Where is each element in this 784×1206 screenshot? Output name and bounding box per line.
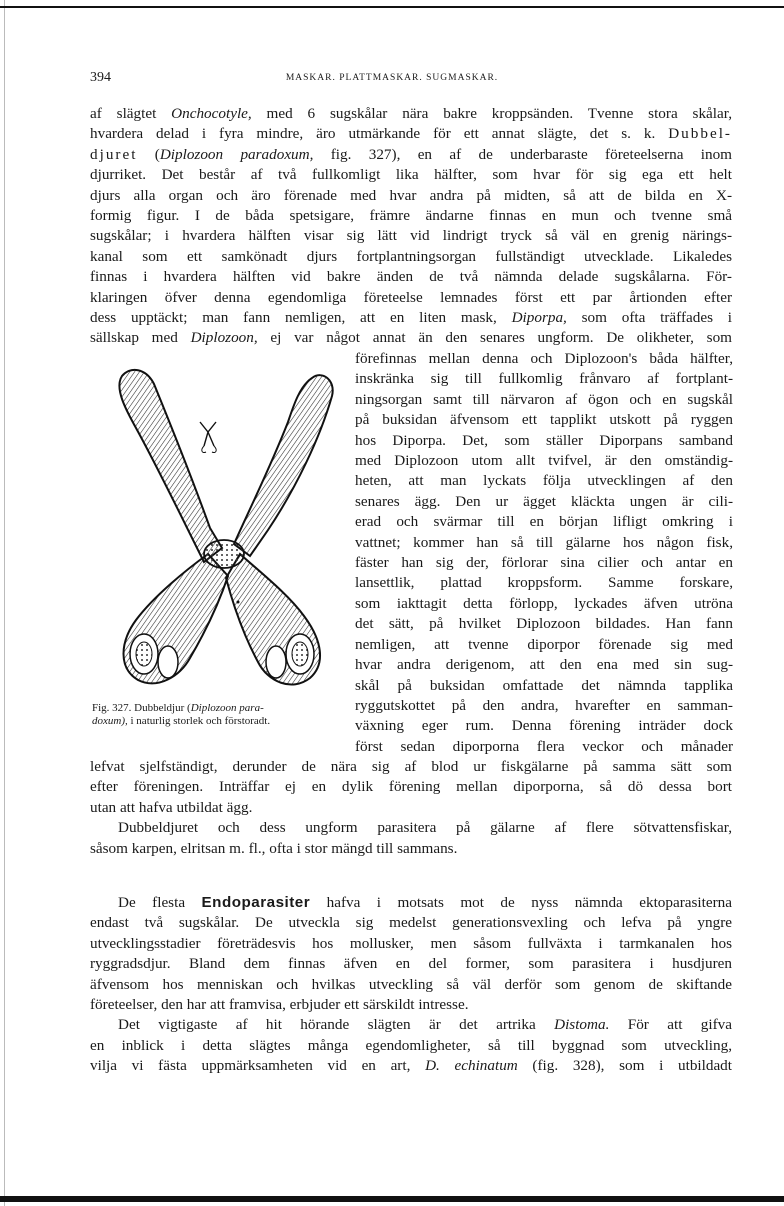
text-line: hvar andra derigenom, att den ena med sin sug-: [355, 656, 733, 674]
text-line: djurriket. Det består af två fullkomligt lika hälfter, som hvar för sig ega ett helt: [90, 166, 732, 184]
text-line: sugskålar; i hvardera hälften visar sig lätt vid lindrigt tryck så väl en grenig närings-: [90, 227, 732, 245]
paragraph-3: [90, 893, 732, 1077]
text-line: kanal som ett samkönadt djurs fortplantningsorgan fullständigt utvecklade. Likaledes: [90, 247, 732, 265]
text-line: som iakttagit detta förlopp, lyckades äfven utröna: [355, 594, 733, 612]
text-line: utan att hafva utbildat ägg.: [90, 798, 253, 816]
paragraph-1-full: [90, 104, 732, 349]
term-endoparasiter: Endoparasiter: [201, 894, 311, 911]
text-line: hos Diporpa. Det, som ställer Diporpans samband: [355, 431, 733, 449]
text-line: företeelser, den har att framvisa, erbjuder ett särskildt intresse.: [90, 996, 469, 1014]
paragraph-1-column: [355, 349, 733, 757]
text-line: lefvat sjelfständigt, derunder de nära sig af blod ur fiskgälarne på samma sätt som: [90, 758, 732, 775]
figure-327: [100, 358, 348, 696]
text-line: Det vigtigaste af hit hörande slägten är det artrika Distoma. För att gifva: [118, 1016, 732, 1034]
text-line: finnas i hvardera hälften vid bakre änden de två nämnda delade sugskålarna. För-: [90, 268, 732, 286]
text-line: växning eger rum. Denna förening inträder dock: [355, 717, 733, 735]
text-line: fäster han sig der, förlorar sina cilier och antar en: [355, 554, 733, 572]
text-line: efter föreningen. Inträffar ej en dylik förening mellan diporporna, så dö dessa bort: [90, 778, 732, 796]
page-number: 394: [90, 70, 111, 85]
text-line: djurs alla organ och äro förenade med hvar andra på midten, så att de bilda en X-: [90, 186, 732, 204]
text-line: heten, att man lyckats följa utvecklingen af den: [355, 472, 733, 490]
page-edge-line: [4, 0, 5, 1206]
text-line: lansettlik, plattad kroppsform. Samme forskare,: [355, 574, 733, 592]
text-line: endast två sugskålar. De utveckla sig medelst generationsvexling och lefva på yngre: [90, 914, 732, 932]
text-line: sällskap med Diplozoon, ej var något annat än den senares ungform. De olikheter, som: [90, 329, 732, 347]
text-line: hvardera delad i fyra mindre, äro utmärkande för ett annat slägte, det s. k. Dubbel-: [90, 125, 732, 143]
running-header: MASKAR. PLATTMASKAR. SUGMASKAR.: [285, 73, 499, 83]
text-line: erad och svärmar till en början lifligt omkring i: [355, 513, 733, 531]
text-line: först sedan diporporna flera veckor och månader: [355, 737, 733, 755]
text-line: på buksidan äfvensom ett tapplikt utskott på ryggen: [355, 411, 733, 429]
text-line: äfvensom hos menniskan och hvilkas utveckling så väl derför som genom de skiftande: [90, 975, 732, 993]
text-line: formig figur. I de båda spetsigare, främre ändarne finnas en mun och tvenne små: [90, 207, 732, 225]
text-line: utvecklingsstadier företrädesvis hos mollusker, men såsom fullväxta i tarmkanalen hos: [90, 934, 732, 952]
text-line: klaringen öfver denna egendomliga företeelse lemnades först ett par årtionden efter: [90, 288, 732, 306]
text-line: djuret (Diplozoon paradoxum, fig. 327), en af de underbaraste företeelserna inom: [90, 145, 732, 163]
text-line: det sätt, på hvilket Diplozoon bildades. Han fann: [355, 615, 733, 633]
text-line: ryggradsdjur. Bland dem finnas äfven en del former, som parasitera i husdjuren: [90, 955, 732, 973]
text-line: ningsorgan samt till närvaron af ögon och en sugskål: [355, 390, 733, 408]
text-line: inskränka sig till fullkomlig frånvaro af fortplant-: [355, 370, 733, 388]
bottom-border: [0, 1196, 784, 1202]
text-line: med Diplozoon utom allt tvifvel, är den omständig-: [355, 452, 733, 470]
diplozoon-illustration-icon: [100, 358, 348, 696]
paragraph-1-end: [90, 757, 732, 859]
text-line: De flesta Endoparasiter hafva i motsats mot de nyss nämnda ektoparasiterna: [118, 894, 732, 911]
figure-caption: Fig. 327. Dubbeldjur (Diplozoon para- doxum), i naturlig storlek och förstoradt.: [92, 702, 271, 727]
text-line: såsom karpen, elritsan m. fl., ofta i stor mängd till sammans.: [90, 839, 458, 857]
text-line: af slägtet Onchocotyle, med 6 sugskålar nära bakre kroppsänden. Tvenne stora skålar,: [90, 105, 732, 122]
text-line: senares ägg. Den ur ägget kläckta ungen är cili-: [355, 492, 733, 510]
text-line: dess upptäckt; man fann nemligen, att en liten mask, Diporpa, som ofta träffades i: [90, 309, 733, 327]
text-line: nemligen, att tvenne diporpor förenade sig med: [355, 635, 733, 653]
text-line: ryggutskottet på den andra, hvarefter en samman-: [355, 696, 733, 714]
text-line: vilja vi fästa uppmärksamheten vid en art, D. echinatum (fig. 328), som i utbildadt: [90, 1057, 732, 1075]
text-line: förefinnas mellan denna och Diplozoon's båda hälfter,: [355, 350, 733, 367]
top-border: [0, 6, 784, 8]
text-line: Dubbeldjuret och dess ungform parasitera på gälarne af flere sötvattensfiskar,: [118, 819, 732, 837]
text-line: skål på buksidan omfattade det nämnda tapplika: [355, 676, 733, 694]
text-line: en inblick i detta slägtes många egendomligheter, så till byggnad som utveckling,: [90, 1036, 732, 1054]
text-line: vattnet; kommer han så till gälarne hos någon fisk,: [355, 533, 733, 551]
